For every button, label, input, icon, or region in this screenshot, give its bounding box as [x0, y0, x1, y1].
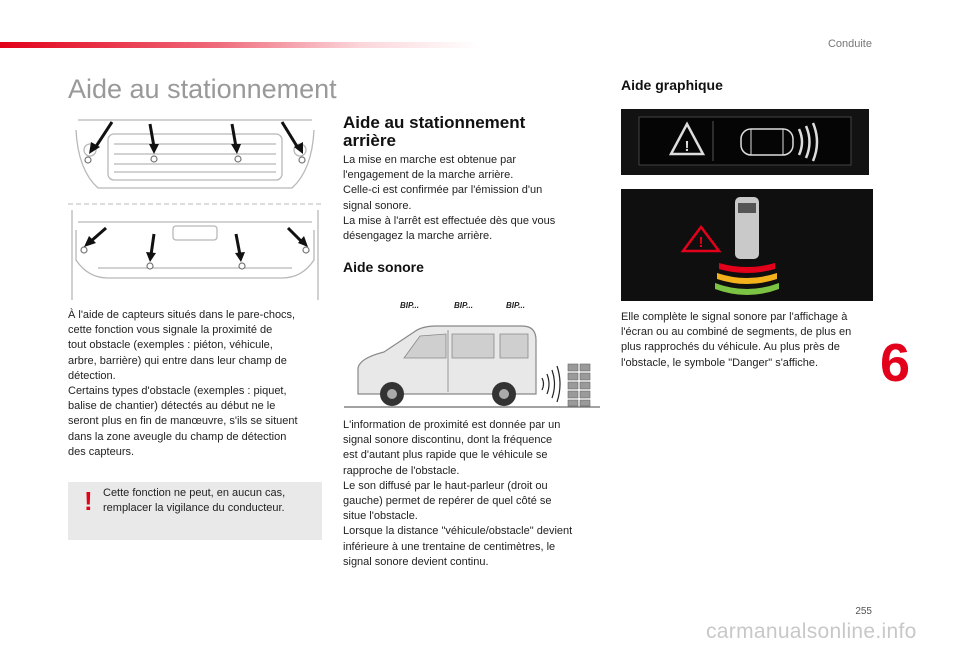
graphic-aid-heading: Aide graphique — [621, 77, 723, 93]
page-number: 255 — [855, 606, 872, 617]
sound-aid-text: L'information de proximité est donnée par un signal sonore discontinu, dont la fréquence est d'autant plus rapide que le véhicule se rapproche de l'obstacle. Le son diffusé par le haut-parleur (droit ou gauche) permet de repérer de quel côté se situe l'obstacle. Lorsque la distance "véhicule/obstacle" devient inférieure à une trentaine de centimètres, le signal sonore devient continu. — [343, 419, 573, 568]
svg-text:!: ! — [684, 138, 690, 155]
beep-label-3: BIP... — [506, 301, 525, 310]
warning-icon: ! — [84, 486, 93, 516]
svg-text:!: ! — [698, 234, 704, 251]
bumper-sensors-illustration — [68, 110, 322, 300]
graphic-aid-text: Elle complète le signal sonore par l'affichage à l'écran ou au combiné de segments, de plus en plus rapprochés du véhicule. Au plus près de l'obstacle, le symbole "Danger" s'affiche. — [621, 311, 852, 369]
section-label: Conduite — [827, 38, 872, 50]
van-sound-illustration — [344, 318, 600, 414]
cluster-display-illustration — [621, 109, 869, 175]
rear-parking-text: La mise en marche est obtenue par l'engagement de la marche arrière. Celle-ci est confirmée par l'émission d'un signal sonore. La mise à l'arrêt est effectuée dès que vous désengagez la marche arrière. — [343, 154, 556, 243]
screen-display-illustration — [621, 189, 873, 301]
watermark: carmanualsonline.info — [706, 620, 917, 643]
intro-paragraph: À l'aide de capteurs situés dans le pare-chocs, cette fonction vous signale la proximité de tout obstacle (exemples : piéton, véhicule, arbre, barrière) qui entre dans leur champ de détection. Certains types d'obstacle (exemples : piquet, balise de chantier) détectés au début ne le seront plus en fin de manœuvre, s'ils se situent dans la zone aveugle du champ de détection des capteurs. — [68, 309, 298, 458]
page-title: Aide au stationnement — [68, 74, 337, 104]
rear-parking-heading: Aide au stationnement arrière — [343, 113, 526, 150]
sound-aid-heading: Aide sonore — [343, 259, 424, 275]
beep-label-2: BIP... — [454, 301, 473, 310]
chapter-number: 6 — [879, 333, 910, 393]
warning-text: Cette fonction ne peut, en aucun cas, remplacer la vigilance du conducteur. — [103, 487, 286, 515]
beep-label-1: BIP... — [400, 301, 419, 310]
header-accent-bar — [0, 42, 480, 48]
